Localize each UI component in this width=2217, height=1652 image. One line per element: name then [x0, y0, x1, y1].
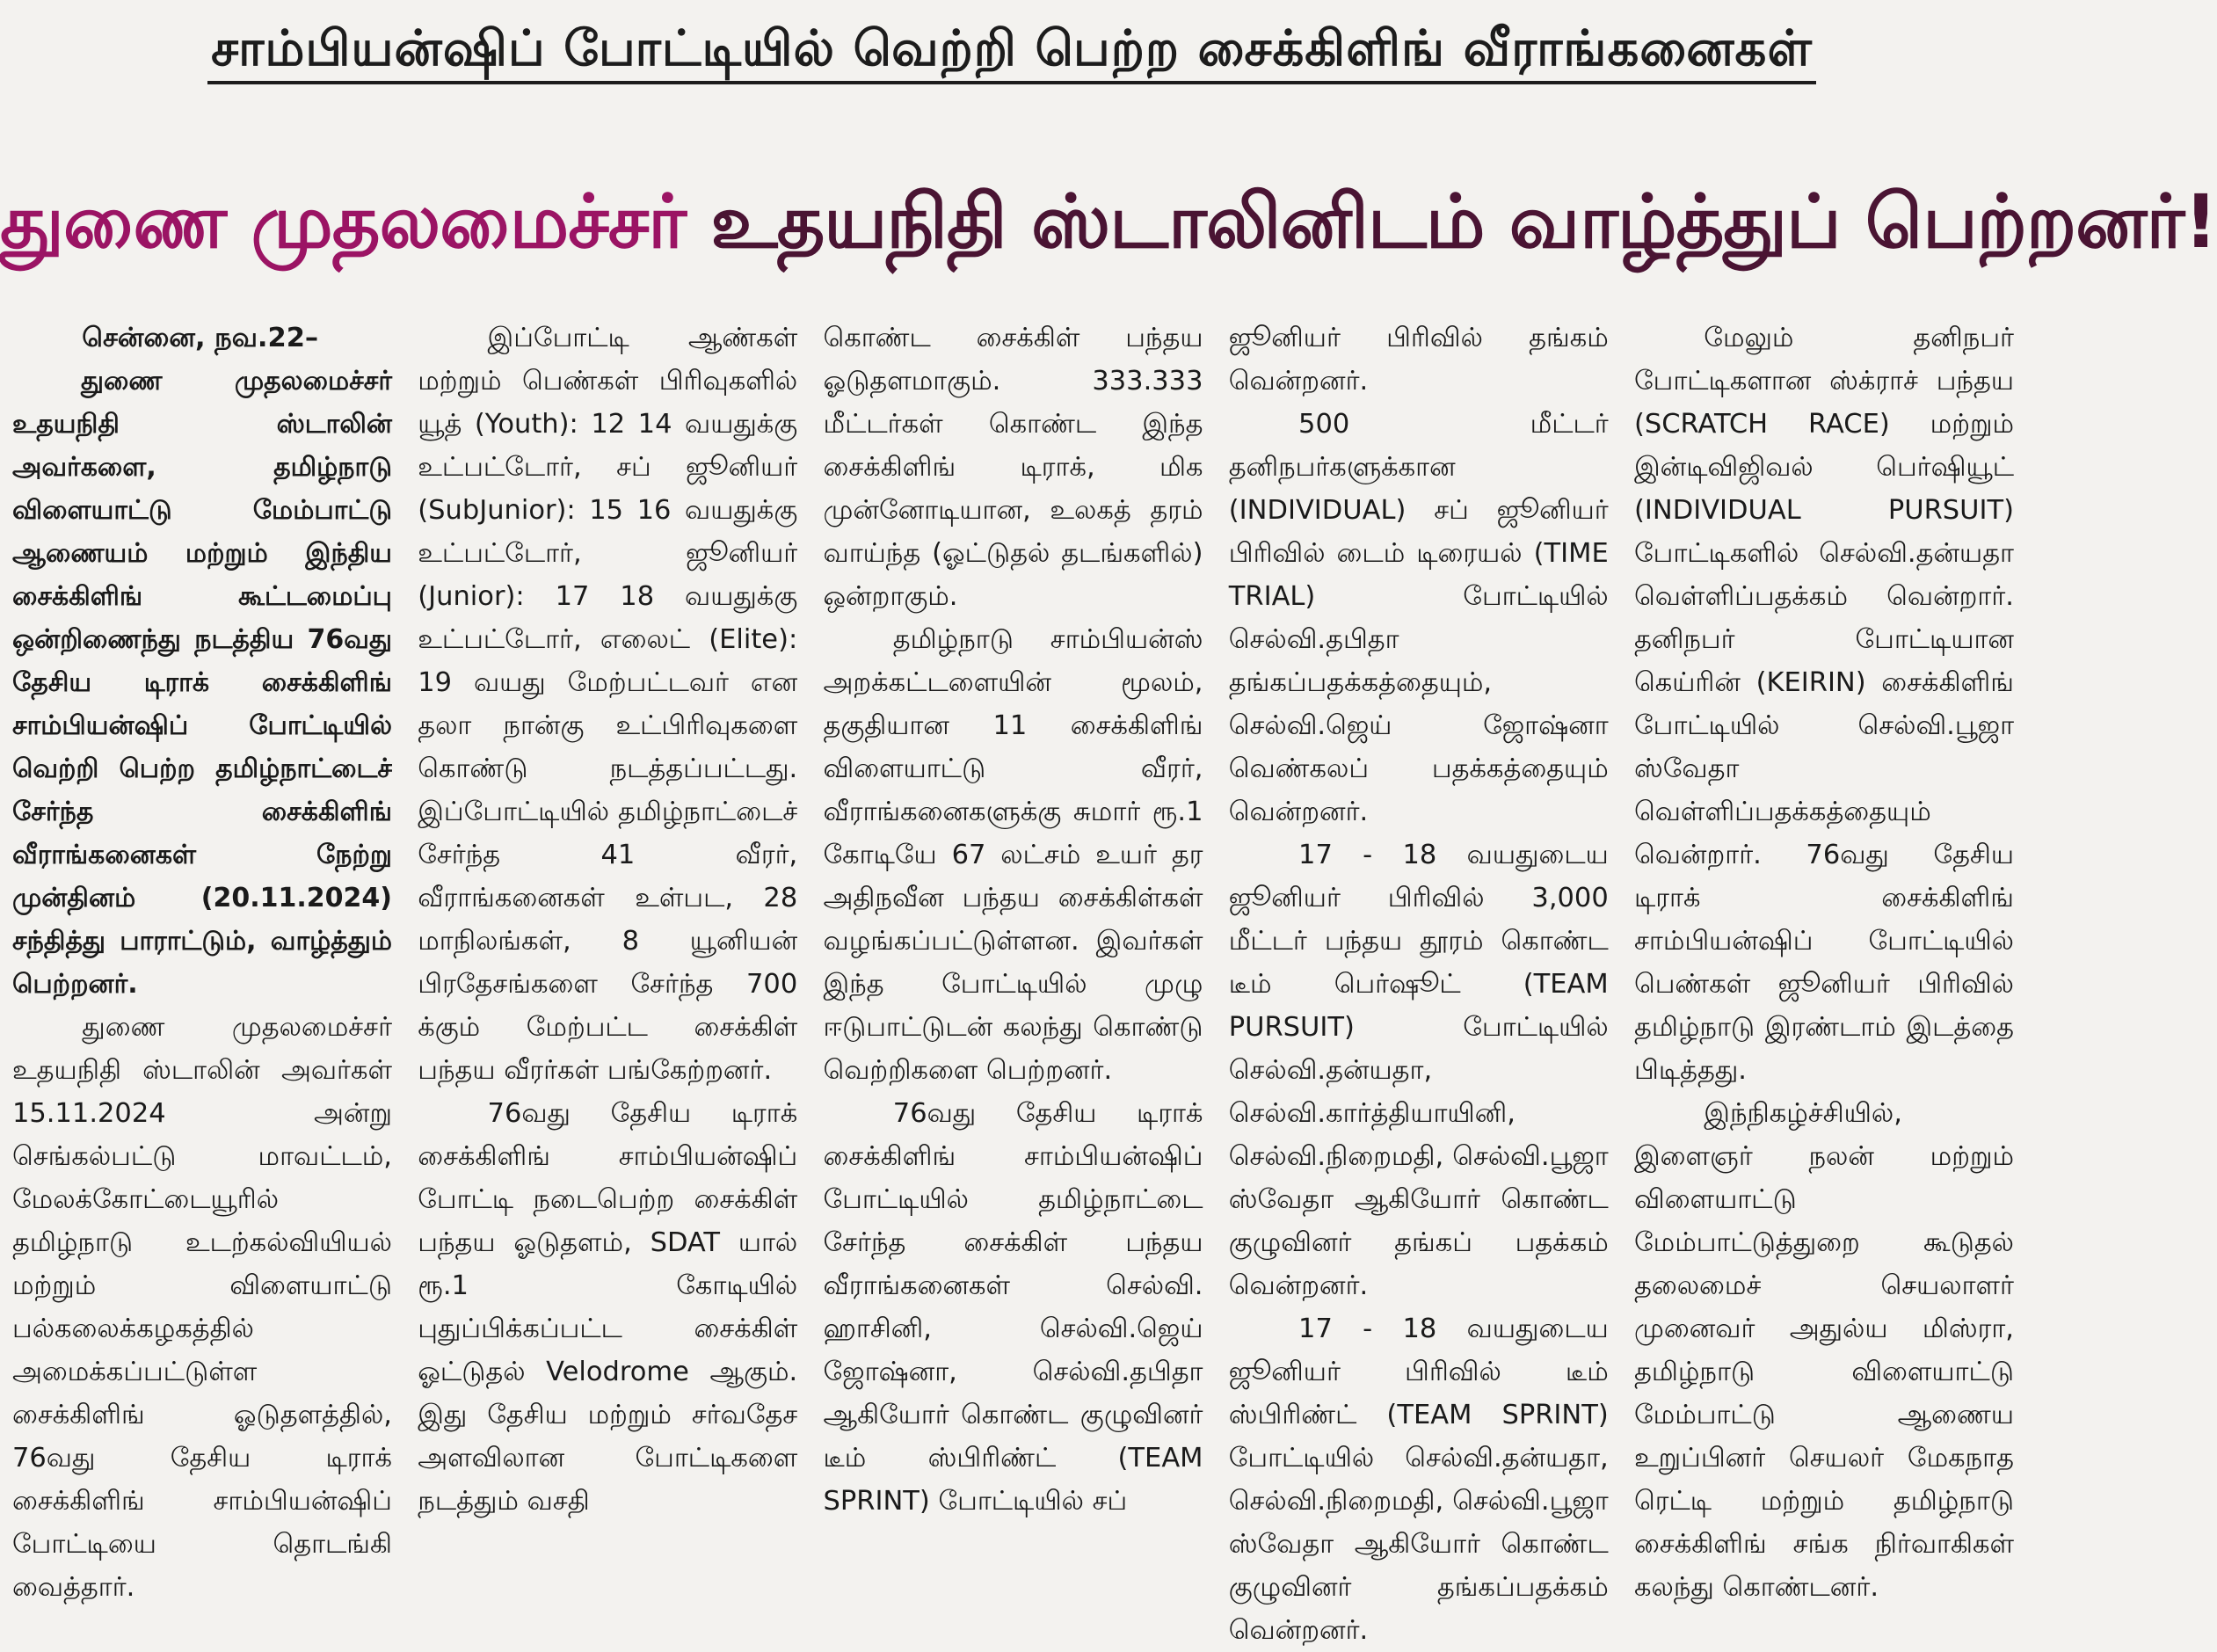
lead-paragraph: துணை முதலமைச்சர் உதயநிதி ஸ்டாலின் அவர்களை, தமிழ்நாடு விளையாட்டு மேம்பாட்டு ஆணையம் மற்றும் இந்திய சைக்கிளிங் கூட்டமைப்பு ஒன்றிணைந்து நடத்திய 76வது தேசிய டிராக் சைக்கிளிங் சாம்பியன்ஷிப் போட்டியில் வெற்றி பெற்ற தமிழ்நாட்டைச் சேர்ந்த சைக்கிளிங் வீராங்கனைகள் நேற்று முன்தினம் (20.11.2024) சந்தித்து பாராட்டும், வாழ்த்தும் பெற்றனர். [12, 366, 392, 1000]
headline [0, 132, 2217, 312]
paragraph: மேலும் தனிநபர் போட்டிகளான ஸ்க்ராச் பந்தய (SCRATCH RACE) மற்றும் இன்டிவிஜிவல் பெர்ஷியூட் (INDIVIDUAL PURSUIT) போட்டிகளில் செல்வி.தன்யதா வெள்ளிப்பதக்கம் வென்றார். தனிநபர் போட்டியான கெய்ரின் (KEIRIN) சைக்கிளிங் போட்டியில் செல்வி.பூஜா ஸ்வேதா வெள்ளிப்பதக்கத்தையும் வென்றார். 76வது தேசிய டிராக் சைக்கிளிங் சாம்பியன்ஷிப் போட்டியில் பெண்கள் ஜூனியர் பிரிவில் தமிழ்நாடு இரண்டாம் இடத்தை பிடித்தது. [1634, 323, 2014, 1086]
paragraph: 500 மீட்டர் தனிநபர்களுக்கான (INDIVIDUAL) சப் ஜூனியர் பிரிவில் டைம் டிரையல் (TIME TRIAL) போட்டியில் செல்வி.தபிதா தங்கப்பதக்கத்தையும், செல்வி.ஜெய் ஜோஷ்னா வெண்கலப் பதக்கத்தையும் வென்றனர். [1228, 409, 1609, 827]
column-4 [1225, 317, 1612, 1646]
paragraph: இந்நிகழ்ச்சியில், இளைஞர் நலன் மற்றும் விளையாட்டு மேம்பாட்டுத்துறை கூடுதல் தலைமைச் செயலாளர் முனைவர் அதுல்ய மிஸ்ரா, தமிழ்நாடு விளையாட்டு மேம்பாட்டு ஆணைய உறுப்பினர் செயலர் மேகநாத ரெட்டி மற்றும் தமிழ்நாடு சைக்கிளிங் சங்க நிர்வாகிகள் கலந்து கொண்டனர். [1634, 1098, 2014, 1603]
paragraph: இப்போட்டி ஆண்கள் மற்றும் பெண்கள் பிரிவுகளில் யூத் (Youth): 12 14 வயதுக்கு உட்பட்டோர், சப் ஜூனியர் (SubJunior): 15 16 வயதுக்கு உட்பட்டோர், ஜூனியர் (Junior): 17 18 வயதுக்கு உட்பட்டோர், எலைட் (Elite): 19 வயது மேற்பட்டவர் என தலா நான்கு உட்பிரிவுகளை கொண்டு நடத்தப்பட்டது. இப்போட்டியில் தமிழ்நாட்டைச் சேர்ந்த 41 வீரர், வீராங்கனைகள் உள்பட, 28 மாநிலங்கள், 8 யூனியன் பிரதேசங்களை சேர்ந்த 700 க்கும் மேற்பட்ட சைக்கிள் பந்தய வீரர்கள் பங்கேற்றனர். [418, 323, 798, 1086]
paragraph: ஜூனியர் பிரிவில் தங்கம் வென்றனர். [1228, 323, 1609, 397]
paragraph: தமிழ்நாடு சாம்பியன்ஸ் அறக்கட்டளையின் மூலம், தகுதியான 11 சைக்கிளிங் விளையாட்டு வீரர், வீராங்கனைகளுக்கு சுமார் ரூ.1 கோடியே 67 லட்சம் உயர் தர அதிநவீன பந்தய சைக்கிள்கள் வழங்கப்பட்டுள்ளன. இவர்கள் இந்த போட்டியில் முழு ஈடுபாட்டுடன் கலந்து கொண்டு வெற்றிகளை பெற்றனர். [823, 624, 1203, 1086]
column-5 [1631, 317, 2017, 1631]
dateline: சென்னை, நவ.22– [82, 323, 319, 353]
column-1 [9, 317, 396, 1631]
headline-part1: துணை முதலமைச்சர் [0, 178, 711, 265]
paragraph: 17 - 18 வயதுடைய ஜூனியர் பிரிவில் டீம் ஸ்பிரிண்ட் (TEAM SPRINT) போட்டியில் செல்வி.தன்யதா, செல்வி.நிறைமதி, செல்வி.பூஜா ஸ்வேதா ஆகியோர் கொண்ட குழுவினர் தங்கப்பதக்கம் வென்றனர். [1228, 1314, 1609, 1646]
kicker-heading [0, 0, 2024, 104]
paragraph: 76வது தேசிய டிராக் சைக்கிளிங் சாம்பியன்ஷிப் போட்டி நடைபெற்ற சைக்கிள் பந்தய ஓடுதளம், SDAT யால் ரூ.1 கோடியில் புதுப்பிக்கப்பட்ட சைக்கிள் ஓட்டுதல் Velodrome ஆகும். இது தேசிய மற்றும் சர்வதேச அளவிலான போட்டிகளை நடத்தும் வசதி [418, 1098, 798, 1517]
paragraph: 17 - 18 வயதுடைய ஜூனியர் பிரிவில் 3,000 மீட்டர் பந்தய தூரம் கொண்ட டீம் பெர்ஷூட் (TEAM PURSUIT) போட்டியில் செல்வி.தன்யதா, செல்வி.கார்த்தியாயினி, செல்வி.நிறைமதி, செல்வி.பூஜா ஸ்வேதா ஆகியோர் கொண்ட குழுவினர் தங்கப் பதக்கம் வென்றனர். [1228, 840, 1609, 1301]
column-3 [820, 317, 1207, 1631]
paragraph: 76வது தேசிய டிராக் சைக்கிளிங் சாம்பியன்ஷிப் போட்டியில் தமிழ்நாட்டை சேர்ந்த சைக்கிள் பந்தய வீராங்கனைகள் செல்வி. ஹாசினி, செல்வி.ஜெய் ஜோஷ்னா, செல்வி.தபிதா ஆகியோர் கொண்ட குழுவினர் டீம் ஸ்பிரிண்ட் (TEAM SPRINT) போட்டியில் சப் [823, 1098, 1203, 1517]
kicker-text: சாம்பியன்ஷிப் போட்டியில் வெற்றி பெற்ற சைக்கிளிங் வீராங்கனைகள் [207, 19, 1816, 84]
column-2 [414, 317, 801, 1631]
paragraph: கொண்ட சைக்கிள் பந்தய ஓடுதளமாகும். 333.333 மீட்டர்கள் கொண்ட இந்த சைக்கிளிங் டிராக், மிக முன்னோடியான, உலகத் தரம் வாய்ந்த (ஓட்டுதல் தடங்களில்) ஒன்றாகும். [823, 323, 1203, 612]
headline-part2: உதயநிதி ஸ்டாலினிடம் வாழ்த்துப் பெற்றனர்! [710, 178, 2217, 265]
article-columns [9, 317, 2017, 1646]
paragraph: துணை முதலமைச்சர் உதயநிதி ஸ்டாலின் அவர்கள் 15.11.2024 அன்று செங்கல்பட்டு மாவட்டம், மேலக்கோட்டையூரில் தமிழ்நாடு உடற்கல்வியியல் மற்றும் விளையாட்டு பல்கலைக்கழகத்தில் அமைக்கப்பட்டுள்ள சைக்கிளிங் ஓடுதளத்தில், 76வது தேசிய டிராக் சைக்கிளிங் சாம்பியன்ஷிப் போட்டியை தொடங்கி வைத்தார். [12, 1012, 392, 1603]
